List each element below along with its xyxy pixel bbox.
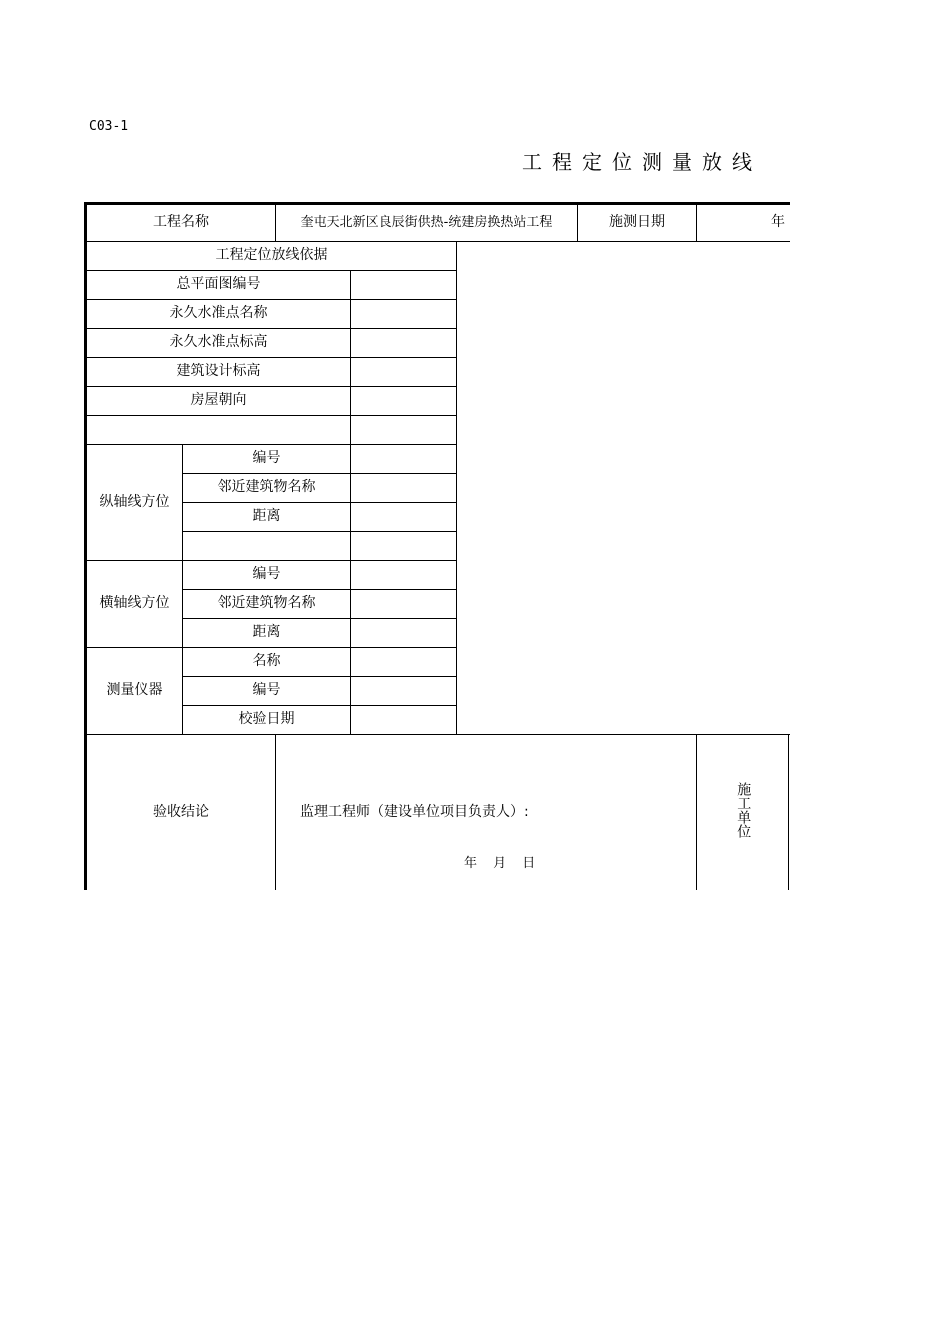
- transverse-item-value: [351, 619, 457, 648]
- basis-item-value: [351, 271, 457, 300]
- construction-unit-value: [789, 735, 791, 891]
- transverse-item-value: [351, 590, 457, 619]
- basis-item-label: 建筑设计标高: [86, 358, 351, 387]
- longitudinal-blank-value: [351, 532, 457, 561]
- sketch-area: [457, 242, 791, 735]
- longitudinal-blank-label: [183, 532, 351, 561]
- instrument-item-value: [351, 648, 457, 677]
- longitudinal-item-label: 邻近建筑物名称: [183, 474, 351, 503]
- form-code: C03-1: [89, 119, 129, 134]
- transverse-axis-label: 横轴线方位: [86, 561, 183, 648]
- basis-item-label: 永久水准点标高: [86, 329, 351, 358]
- form-table-container: [84, 202, 790, 890]
- longitudinal-item-value: [351, 445, 457, 474]
- basis-item-label: 总平面图编号: [86, 271, 351, 300]
- basis-item-label: 永久水准点名称: [86, 300, 351, 329]
- conclusion-label: 验收结论: [86, 735, 276, 891]
- longitudinal-item-label: 距离: [183, 503, 351, 532]
- project-name-value: 奎屯天北新区良辰街供热-统建房换热站工程: [276, 204, 578, 242]
- transverse-item-value: [351, 561, 457, 590]
- form-title: 工程定位测量放线: [522, 150, 762, 174]
- transverse-item-label: 距离: [183, 619, 351, 648]
- instrument-item-value: [351, 677, 457, 706]
- instrument-label: 测量仪器: [86, 648, 183, 735]
- blank-value-cell: [351, 416, 457, 445]
- instrument-item-label: 名称: [183, 648, 351, 677]
- project-name-label: 工程名称: [86, 204, 276, 242]
- survey-date-label: 施测日期: [578, 204, 697, 242]
- form-table: [84, 202, 790, 890]
- basis-item-value: [351, 358, 457, 387]
- survey-date-value: 年: [697, 204, 791, 242]
- basis-item-label: 房屋朝向: [86, 387, 351, 416]
- instrument-item-value: [351, 706, 457, 735]
- transverse-item-label: 编号: [183, 561, 351, 590]
- basis-item-value: [351, 387, 457, 416]
- transverse-item-label: 邻近建筑物名称: [183, 590, 351, 619]
- instrument-item-label: 校验日期: [183, 706, 351, 735]
- supervisor-signature-cell: [276, 735, 697, 891]
- longitudinal-axis-label: 纵轴线方位: [86, 445, 183, 561]
- construction-unit-label-cell: [697, 735, 789, 891]
- supervisor-date: 年 月 日: [464, 856, 536, 871]
- longitudinal-item-value: [351, 474, 457, 503]
- basis-item-value: [351, 329, 457, 358]
- basis-item-value: [351, 300, 457, 329]
- longitudinal-item-label: 编号: [183, 445, 351, 474]
- construction-unit-label: 施工单位: [735, 782, 752, 839]
- longitudinal-item-value: [351, 503, 457, 532]
- instrument-item-label: 编号: [183, 677, 351, 706]
- supervisor-label: 监理工程师（建设单位项目负责人）:: [300, 804, 529, 820]
- basis-heading: 工程定位放线依据: [86, 242, 457, 271]
- blank-label-cell: [86, 416, 351, 445]
